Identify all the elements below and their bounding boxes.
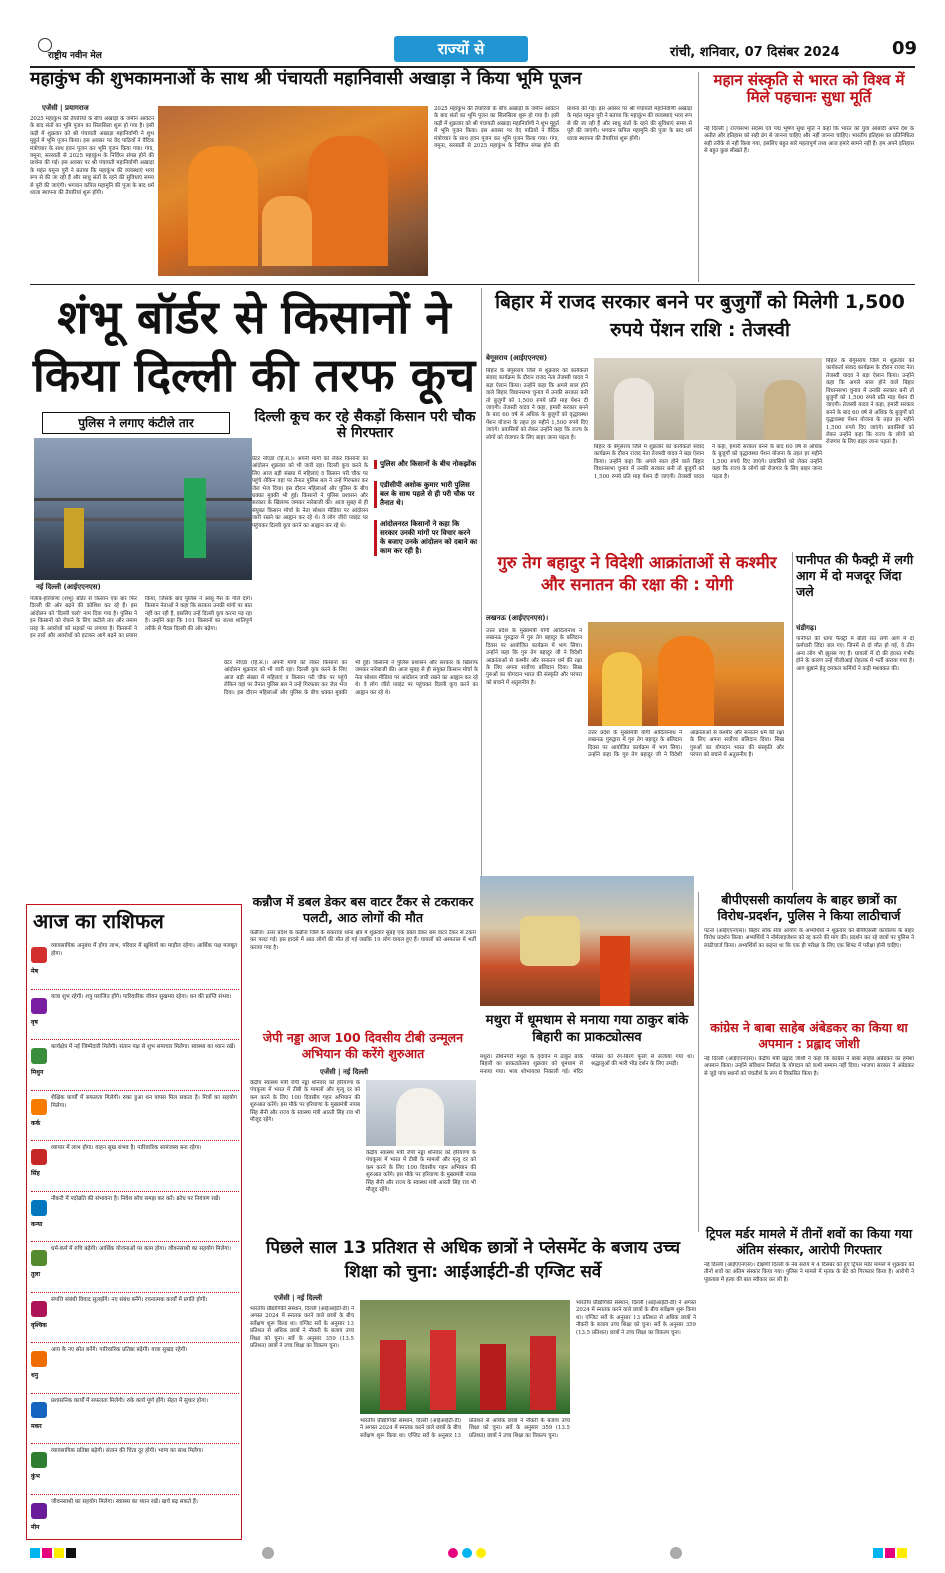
- section-title: राज्यों से: [437, 40, 485, 58]
- triple-murder-story: [704, 1226, 914, 1542]
- rashi-text: व्यावसायिक प्रतिष्ठा बढ़ेगी। संतान की चिंता दूर होगी। भाग्य का साथ मिलेगा।: [51, 1448, 204, 1454]
- tejashwi-body-right: बिहार के बेगूसराय जिले में शुक्रवार को कार्यकर्ता संवाद कार्यक्रम के दौरान राजद नेता तेजस्वी यादव ने बड़ा ऐलान किया। उन्होंने कहा कि अगले साल होने वाले बिहार विधानसभा चुनाव में उनकी सरकार बनी तो बुजुर्गों को 1,500 रुपये प्रति माह पेंशन दी जाएगी। तेजस्वी यादव ने कहा, हमारी सरकार बनने के बाद 60 वर्ष से अधिक के बुजुर्गों को वृद्धावस्था पेंशन योजना के तहत हर महीने 1,500 रुपये दिए जाएंगे। प्रवासियों को लेकर उन्होंने कहा कि राज्य के लोगों को रोजगार के लिए बाहर जाना पड़ता है।: [826, 358, 914, 446]
- rashi-item: [31, 1293, 239, 1344]
- barbed-wire-photo: [34, 438, 252, 580]
- tejashwi-byline: बेगूसराय (आईएएनएस): [486, 354, 548, 362]
- bullet-item: आंदोलनरत किसानों ने कहा कि सरकार उनकी मांगों पर विचार करने के बजाए उनके आंदोलन को दबाने का काम कर रही है।: [374, 520, 478, 556]
- sadhu-bhoomi-pujan-photo: [158, 106, 428, 276]
- rashi-name: धनु: [31, 1372, 39, 1379]
- mathura-headline: मथुरा में धूमधाम से मनाया गया ठाकुर बांके बिहारी का प्राकट्योत्सव: [485, 1013, 689, 1045]
- panipat-headline: पानीपत की फैक्ट्री में लगी आग में दो मजदूर जिंदा जले: [796, 552, 914, 599]
- shambhu-byline: नई दिल्ली (आईएएनएस): [36, 583, 101, 591]
- rashi-name: कर्क: [31, 1119, 41, 1127]
- rashi-item: [31, 939, 239, 990]
- congress-body: नई दिल्ली (आईएएनएस)। केंद्रीय मंत्री प्रह्लाद जोशी ने कहा कि कांग्रेस ने बाबा साहेब अंबेडकर का हमेशा अपमान किया। उन्होंने संविधान निर्माता के योगदान को कभी सम्मान नहीं दिया। भाजपा सरकार ने अंबेडकर से जुड़े पांच स्थानों को पंचतीर्थ के रूप में विकसित किया है।: [704, 1056, 914, 1077]
- rashifal-box: [26, 904, 242, 1540]
- column-divider: [792, 552, 793, 890]
- column-divider: [698, 892, 699, 1232]
- dateline: रांची, शनिवार, 07 दिसंबर 2024: [670, 45, 840, 60]
- rashi-icon: [31, 1200, 47, 1216]
- tejashwi-story: [486, 288, 914, 550]
- rashi-name: सिंह: [31, 1170, 40, 1177]
- kannauj-story: [250, 894, 476, 1028]
- rashi-text: व्यावसायिक अनुबंध में होगा लाभ, परिवार में खुशियों का माहौल रहेगा। आर्थिक पक्ष मजबूत होगा।: [51, 943, 237, 957]
- nadda-photo: [366, 1080, 476, 1146]
- paper-name: राष्ट्रीय नवीन मेल: [48, 51, 102, 61]
- rashi-name: मेष: [31, 968, 39, 975]
- rashi-item: [31, 990, 239, 1041]
- rashi-text: कार्यक्षेत्र में नई जिम्मेदारी मिलेगी। संतान पक्ष से शुभ समाचार मिलेगा। स्वास्थ्य का ध्यान रखें।: [51, 1044, 236, 1050]
- rashifal-list: [31, 939, 239, 1544]
- yogi-body-right: उत्तर प्रदेश के मुख्यमंत्री योगी आदित्यनाथ ने लखनऊ गुरुद्वारा में गुरु तेग बहादुर के बलिदान दिवस पर आयोजित कार्यक्रम में भाग लिया। उन्होंने कहा कि गुरु तेग बहादुर जी ने विदेशी आक्रांताओं से कश्मीर और सनातन धर्म की रक्षा के लिए अपना सर्वोच्च बलिदान दिया। सिख गुरुओं का योगदान भारत की संस्कृति और परंपरा को बचाने में अतुलनीय है।: [588, 730, 784, 759]
- tejashwi-press-photo: [594, 358, 822, 440]
- nadda-story: [250, 1030, 476, 1230]
- shambhu-headline: शंभू बॉर्डर से किसानों ने किया दिल्ली की तरफ कूच: [32, 290, 476, 402]
- tejashwi-headline: बिहार में राजद सरकार बनने पर बुजुर्गों को मिलेगी 1,500 रुपये पेंशन राशि : तेजस्वी: [495, 291, 905, 341]
- nadda-body: केंद्रीय स्वास्थ्य मंत्री जेपी नड्डा शनिवार को हरियाणा के पंचकूला में भारत में टीबी के मामलों और मृत्यु दर को कम करने के लिए 100 दिवसीय गहन अभियान की शुरुआत करेंगे। इस मौके पर हरियाणा के मुख्यमंत्री नायब सिंह सैनी और राज्य के स्वास्थ्य मंत्री आरती सिंह राव भी मौजूद रहेंगे।: [250, 1080, 360, 1124]
- mathura-body: मथुरा। तीर्थनगरी मथुरा के वृंदावन में ठाकुर बांके बिहारी का प्राकट्योत्सव शुक्रवार को धूमधाम से मनाया गया। भव्य शोभायात्रा निकाली गई। मंदिर परिसर को रंग-बिरंगे फूलों से सजाया गया था। श्रद्धालुओं की भारी भीड़ दर्शन के लिए उमड़ी।: [480, 1054, 694, 1075]
- panipat-story: [796, 552, 914, 882]
- rashi-item: [31, 1242, 239, 1293]
- footer-color-bar: [30, 1546, 915, 1560]
- rashi-text: प्रशासनिक कार्यों में सफलता मिलेगी। रुके कार्य पूर्ण होंगे। सेहत में सुधार होगा।: [51, 1397, 208, 1404]
- rashi-icon: [31, 947, 47, 963]
- rashi-icon: [31, 1048, 47, 1064]
- rashi-item: [31, 1141, 239, 1192]
- nadda-headline: जेपी नड्डा आज 100 दिवसीय टीबी उन्मूलन अभियान की करेंगे शुरुआत: [262, 1030, 464, 1061]
- iit-byline: एजेंसी | नई दिल्ली: [274, 1294, 323, 1302]
- rashi-item: [31, 1091, 239, 1142]
- yogi-headline: गुरु तेग बहादुर ने विदेशी आक्रांताओं से कश्मीर और सनातन की रक्षा की : योगी: [497, 553, 777, 594]
- yogi-body-left: उत्तर प्रदेश के मुख्यमंत्री योगी आदित्यनाथ ने लखनऊ गुरुद्वारा में गुरु तेग बहादुर के बलिदान दिवस पर आयोजित कार्यक्रम में भाग लिया। उन्होंने कहा कि गुरु तेग बहादुर जी ने विदेशी आक्रांताओं से कश्मीर और सनातन धर्म की रक्षा के लिए अपना सर्वोच्च बलिदान दिया। सिख गुरुओं का योगदान भारत की संस्कृति और परंपरा को बचाने में अतुलनीय है।: [486, 628, 582, 686]
- noida-body-more: ग्रेटर नोएडा (हि.स.)। अपनी मांगों को लेकर किसानों का आंदोलन शुक्रवार को भी जारी रहा। दिल्ली कूच करने के लिए आज बड़ी संख्या में महिलाएं व किसान परी चौक पर पहुंचे लेकिन वहां पर तैनात पुलिस बल ने उन्हें गिरफ्तार कर जेल भेज दिया। इस दौरान महिलाओं और पुलिस के बीच धक्का मुक्की भी हुई। किसानों ने पुलिस प्रशासन और सरकार के खिलाफ जमकर नारेबाजी की। आज सुबह से ही संयुक्त किसान मोर्चा के नेता सोशल मीडिया पर आंदोलन जारी रखने का आह्वान कर रहे थे। वे लोग जीरो प्वाइंट पर पहुंचकर दिल्ली कूच करने का आह्वान कर रहे थे।: [224, 660, 478, 696]
- noida-bullets: [374, 460, 478, 556]
- rashi-item: [31, 1040, 239, 1091]
- congress-story: [704, 1020, 914, 1220]
- rashi-item: [31, 1192, 239, 1243]
- iit-convocation-photo: [360, 1300, 570, 1414]
- iit-body-mid: भारतीय प्रौद्योगिकी संस्थान, दिल्ली (आईआईटी-डी) ने अगस्त 2024 में स्नातक करने वाले छात्रों के बीच सर्वेक्षण शुरू किया था। एग्जिट सर्वे के अनुसार 13 प्रतिशत से अधिक छात्रों ने नौकरी के बजाय उच्च शिक्षा को चुना। सर्वे के अनुसार 359 (13.5 प्रतिशत) छात्रों ने उच्च शिक्षा का विकल्प चुना।: [360, 1418, 570, 1439]
- kannauj-body: कन्नौज। उत्तर प्रदेश के कन्नौज जिले के सकरावा थाना क्षेत्र में शुक्रवार सुबह एक डबल डेकर बस वाटर टैंकर से टकरा कर पलट गई। इस हादसे में आठ लोगों की मौत हो गई जबकि 19 लोग घायल हुए हैं। घायलों को अस्पताल में भर्ती कराया गया है।: [250, 930, 476, 951]
- tejashwi-body-mid: बिहार के बेगूसराय जिले में शुक्रवार को कार्यकर्ता संवाद कार्यक्रम के दौरान राजद नेता तेजस्वी यादव ने बड़ा ऐलान किया। उन्होंने कहा कि अगले साल होने वाले बिहार विधानसभा चुनाव में उनकी सरकार बनी तो बुजुर्गों को 1,500 रुपये प्रति माह पेंशन दी जाएगी। तेजस्वी यादव ने कहा, हमारी सरकार बनने के बाद 60 वर्ष से अधिक के बुजुर्गों को वृद्धावस्था पेंशन योजना के तहत हर महीने 1,500 रुपये दिए जाएंगे। प्रवासियों को लेकर उन्होंने कहा कि राज्य के लोगों को रोजगार के लिए बाहर जाना पड़ता है।: [594, 444, 822, 480]
- mahakumbh-byline: एजेंसी | प्रयागराज: [42, 104, 89, 112]
- rule: [30, 284, 915, 285]
- registration-mark-icon: [262, 1547, 274, 1559]
- mathura-story: [480, 876, 694, 1232]
- rashifal-title: आज का राशिफल: [33, 909, 164, 933]
- kannauj-headline: कन्नौज में डबल डेकर बस वाटर टैंकर से टकराकर पलटी, आठ लोगों की मौत: [252, 894, 474, 925]
- yogi-gurudwara-photo: [588, 622, 784, 726]
- photo-caption: पुलिस ने लगाए कंटीले तार: [78, 416, 194, 430]
- rashi-icon: [31, 1149, 47, 1165]
- rashi-name: मीन: [31, 1523, 40, 1531]
- panipat-byline: चंडीगढ़।: [796, 624, 817, 632]
- masthead: [30, 36, 918, 64]
- triple-murder-body: नई दिल्ली (आईएएनएस)। दक्षिणी दिल्ली के नेब सराय में 4 दिसंबर को हुए ट्रिपल मर्डर मामले में शुक्रवार को तीनों शवों का अंतिम संस्कार किया गया। पुलिस ने मामले में मृतक के बेटे को गिरफ्तार किया है। आरोपी ने पूछताछ में हत्या की बात स्वीकार कर ली है।: [704, 1262, 914, 1283]
- rashi-icon: [31, 998, 47, 1014]
- panipat-body: पानीपत की धागा फैक्ट्री में बीती रात लगी आग में दो कर्मचारी जिंदा जल गए। जिनमें से दो मौत हो गई, वे तीन अन्य लोग भी झुलस गए हैं। घायलों में दो की हालत गंभीर होने के कारण उन्हें पीजीआई रोहतक में भर्ती कराया गया है। आग बुझाने हेतु दमकल कर्मियों ने कड़ी मशक्कत की।: [796, 636, 914, 672]
- nadda-byline: एजेंसी | नई दिल्ली: [320, 1068, 369, 1076]
- rashi-item: [31, 1343, 239, 1394]
- triple-murder-headline: ट्रिपल मर्डर मामले में तीनों शवों का किया गया अंतिम संस्कार, आरोपी गिरफ्तार: [705, 1226, 913, 1257]
- noida-headline: दिल्ली कूच कर रहे सैकड़ों किसान परी चौक से गिरफ्तार: [254, 409, 476, 441]
- bpsc-story: [704, 892, 914, 1016]
- rashi-name: मकर: [31, 1422, 42, 1430]
- bullet-item: एडीसीपी अशोक कुमार भारी पुलिस बल के साथ पहले से ही परी चौक पर तैनात थे।: [374, 481, 478, 508]
- rashi-name: वृष: [31, 1018, 38, 1026]
- rashi-text: नौकरी में पदोन्नति की संभावना है। निवेश सोच समझ कर करें। क्रोध पर नियंत्रण रखें।: [51, 1195, 221, 1202]
- noida-body: ग्रेटर नोएडा (हि.स.)। अपनी मांगों को लेकर किसानों का आंदोलन शुक्रवार को भी जारी रहा। दिल्ली कूच करने के लिए आज बड़ी संख्या में महिलाएं व किसान परी चौक पर पहुंचे लेकिन वहां पर तैनात पुलिस बल ने उन्हें गिरफ्तार कर जेल भेज दिया। इस दौरान महिलाओं और पुलिस के बीच धक्का मुक्की भी हुई। किसानों ने पुलिस प्रशासन और सरकार के खिलाफ जमकर नारेबाजी की। आज सुबह से ही संयुक्त किसान मोर्चा के नेता सोशल मीडिया पर आंदोलन जारी रखने का आह्वान कर रहे थे। वे लोग जीरो प्वाइंट पर पहुंचकर दिल्ली कूच करने का आह्वान कर रहे थे।: [252, 456, 368, 529]
- mahakumbh-body-right: 2025 महाकुंभ की तैयारियों के बीच अखाड़ों के जमीन आवंटन के बाद संतों का भूमि पूजन का सिलसिला शुरू हो गया है। इसी कड़ी में शुक्रवार को श्री पंचायती अखाड़ा महानिर्वाणी ने शुभ मुहूर्त में भूमि पूजन किया। इस अवसर पर वेद पाठियों ने वैदिक मंत्रोच्चार के साथ हवन पूजन कर भूमि पूजन किया गया। गंगा, यमुना, सरस्वती से 2025 महाकुंभ के निर्विघ्न संपन्न होने की प्रार्थना की गई। इस अवसर पर श्री पंचायती महानिर्वाणी अखाड़ा के महंत यमुना पुरी ने बताया कि महाकुंभ की व्यवस्थाएं भव्य रूप से की जा रही हैं और साधु संतों के रहने की सुविधाएं समय से पूरी की जाएंगी। भगवान कपिल महामुनि की पूजा के बाद धर्म ध्वजा स्थापना की तैयारियां शुरू होंगी।: [434, 106, 692, 150]
- rashi-icon: [31, 1402, 47, 1418]
- rashi-text: व्यापार में लाभ होगा। वाहन सुख संभव है। पारिवारिक सामंजस्य बना रहेगा।: [51, 1145, 202, 1151]
- noida-story: [224, 409, 478, 890]
- bpsc-headline: बीपीएससी कार्यालय के बाहर छात्रों का विरोध-प्रदर्शन, पुलिस ने किया लाठीचार्ज: [717, 892, 901, 923]
- rashi-icon: [31, 1099, 47, 1115]
- rashi-text: शैक्षिक कार्यों में सफलता मिलेगी। रुका हुआ धन वापस मिल सकता है। मित्रों का सहयोग मिलेगा।: [51, 1094, 237, 1109]
- rashi-name: मिथुन: [31, 1069, 44, 1076]
- congress-headline: कांग्रेस ने बाबा साहेब अंबेडकर का किया था अपमान : प्रह्लाद जोशी: [710, 1020, 908, 1051]
- rashi-name: तुला: [31, 1271, 41, 1278]
- rashi-name: कन्या: [31, 1220, 43, 1228]
- photo-caption-box: [42, 412, 230, 434]
- bpsc-body: पटना (आईएएनएस)। बिहार लोक सेवा आयोग के अभ्यर्थियों ने शुक्रवार को बीपीएससी कार्यालय के बाहर विरोध प्रदर्शन किया। अभ्यर्थियों ने नॉर्मलाइजेशन को रद्द करने की मांग की। प्रदर्शन कर रहे छात्रों पर पुलिस ने लाठीचार्ज किया। अभ्यर्थियों का कहना था कि एक ही परीक्षा के लिए एक शिफ्ट में परीक्षा होनी चाहिए।: [704, 928, 914, 949]
- header-rule: [30, 66, 915, 68]
- rashi-text: यात्रा शुभ रहेगी। शत्रु पराजित होंगे। पारिवारिक जीवन सुखमय रहेगा। धन की प्राप्ति संभव।: [51, 993, 232, 1000]
- column-divider: [481, 288, 482, 890]
- column-divider: [698, 72, 699, 282]
- rashi-icon: [31, 1503, 47, 1519]
- bullet-item: पुलिस और किसानों के बीच नोकझोंक: [374, 460, 478, 469]
- mahakumbh-body-left: 2025 महाकुंभ की तैयारियों के बीच अखाड़ों के जमीन आवंटन के बाद संतों का भूमि पूजन का सिलसिला शुरू हो गया है। इसी कड़ी में शुक्रवार को श्री पंचायती अखाड़ा महानिर्वाणी ने शुभ मुहूर्त में भूमि पूजन किया। इस अवसर पर वेद पाठियों ने वैदिक मंत्रोच्चार के साथ हवन पूजन कर भूमि पूजन किया गया। गंगा, यमुना, सरस्वती से 2025 महाकुंभ के निर्विघ्न संपन्न होने की प्रार्थना की गई। इस अवसर पर श्री पंचायती महानिर्वाणी अखाड़ा के महंत यमुना पुरी ने बताया कि महाकुंभ की व्यवस्थाएं भव्य रूप से की जा रही हैं और साधु संतों के रहने की सुविधाएं समय से पूरी की जाएंगी। भगवान कपिल महामुनि की पूजा के बाद धर्म ध्वजा स्थापना की तैयारियां शुरू होंगी।: [30, 116, 154, 197]
- yogi-story: [486, 552, 788, 890]
- rashi-icon: [31, 1351, 47, 1367]
- mahakumbh-headline: महाकुंभ की शुभकामनाओं के साथ श्री पंचायती महानिवासी अखाड़ा ने किया भूमि पूजन: [30, 69, 582, 89]
- rashi-icon: [31, 1250, 47, 1266]
- rashi-icon: [31, 1301, 47, 1317]
- iit-body-right: भारतीय प्रौद्योगिकी संस्थान, दिल्ली (आईआईटी-डी) ने अगस्त 2024 में स्नातक करने वाले छात्रों के बीच सर्वेक्षण शुरू किया था। एग्जिट सर्वे के अनुसार 13 प्रतिशत से अधिक छात्रों ने नौकरी के बजाय उच्च शिक्षा को चुना। सर्वे के अनुसार 359 (13.5 प्रतिशत) छात्रों ने उच्च शिक्षा का विकल्प चुना।: [576, 1300, 696, 1336]
- rashi-icon: [31, 1452, 47, 1468]
- yogi-byline: लखनऊ (आईएएनएस)।: [486, 614, 549, 622]
- rashi-item: [31, 1394, 239, 1445]
- rashi-item: [31, 1444, 239, 1495]
- paper-logo: [38, 38, 158, 62]
- rashi-text: जीवनसाथी का सहयोग मिलेगा। स्वास्थ्य का ध्यान रखें। खर्च बढ़ सकते हैं।: [51, 1498, 198, 1505]
- shambhu-body: पंजाब-हरियाणा (शंभू) बॉर्डर से किसान एक बार फिर दिल्ली की ओर बढ़ने की कोशिश कर रहे हैं। इस आंदोलन को 'दिल्ली चलो' नाम दिया गया है। पुलिस ने इन किसानों को रोकने के लिए कटीले तार और तमाम तरह के अवरोधों को सड़कों पर लगाया है। किसानों ने इन तारों और अवरोधों को हटाकर आगे बढ़ने का प्रयास किया, जिसके बाद पुलिस ने आंसू गैस के गोले दागे। किसान नेताओं ने कहा कि सरकार उनकी मांगों पर बात नहीं कर रही है, इसलिए उन्हें दिल्ली कूच करना पड़ रहा है। उन्होंने कहा कि 101 किसानों का जत्था शांतिपूर्ण तरीके से पैदल दिल्ली की ओर बढ़ेगा।: [30, 596, 252, 640]
- section-tab: [394, 36, 528, 62]
- sudha-headline: महान संस्कृति से भारत को विश्व में मिले पहचानः सुधा मूर्ति: [713, 71, 905, 106]
- iit-headline: पिछले साल 13 प्रतिशत से अधिक छात्रों ने प्लेसमेंट के बजाय उच्च शिक्षा को चुना: आईआईटी-डी एग्जिट सर्वे: [265, 1238, 681, 1282]
- sudha-body: नई दिल्ली | राज्यसभा सदस्य एवं पद्म भूषण सुधा मूर्ति ने कहा कि भारत को युवा आबादी अपने देश के अतीत और इतिहास को सही ढंग से जानना चाहिए और नहीं जानना चाहिए। भारतीय इतिहास का प्रतिनिधित्व सही तरीके से नहीं किया गया, इसलिए बहुत सारे महत्वपूर्ण तथ्य आज हमारे सामने नहीं हैं। हम अपने इतिहास से बहुत कुछ सीखते हैं।: [704, 126, 914, 155]
- registration-mark-icon: [670, 1547, 682, 1559]
- rashi-text: आय के नए स्रोत बनेंगे। पारिवारिक प्रतिष्ठा बढ़ेगी। यात्रा सुखद रहेगी।: [51, 1347, 188, 1353]
- mathura-procession-photo: [480, 876, 694, 1006]
- rashi-name: कुंभ: [31, 1473, 40, 1480]
- rashi-item: [31, 1495, 239, 1545]
- rashi-text: संपत्ति संबंधी विवाद सुलझेंगे। नए संबंध बनेंगे। रचनात्मक कार्यों में प्रगति होगी।: [51, 1296, 208, 1303]
- rashi-text: धर्म-कर्म में रुचि बढ़ेगी। आर्थिक योजनाओं पर काम होगा। जीवनसाथी का सहयोग मिलेगा।: [51, 1246, 231, 1252]
- mahakumbh-story: [30, 70, 694, 280]
- sudha-murthy-story: [704, 72, 914, 282]
- iit-body-left: भारतीय प्रौद्योगिकी संस्थान, दिल्ली (आईआईटी-डी) ने अगस्त 2024 में स्नातक करने वाले छात्रों के बीच सर्वेक्षण शुरू किया था। एग्जिट सर्वे के अनुसार 13 प्रतिशत से अधिक छात्रों ने नौकरी के बजाय उच्च शिक्षा को चुना। सर्वे के अनुसार 359 (13.5 प्रतिशत) छात्रों ने उच्च शिक्षा का विकल्प चुना।: [250, 1306, 354, 1350]
- page-number: 09: [892, 38, 918, 59]
- iit-story: [250, 1236, 696, 1542]
- nadda-body-right: केंद्रीय स्वास्थ्य मंत्री जेपी नड्डा शनिवार को हरियाणा के पंचकूला में भारत में टीबी के मामलों और मृत्यु दर को कम करने के लिए 100 दिवसीय गहन अभियान की शुरुआत करेंगे। इस मौके पर हरियाणा के मुख्यमंत्री नायब सिंह सैनी और राज्य के स्वास्थ्य मंत्री आरती सिंह राव भी मौजूद रहेंगे।: [366, 1150, 476, 1194]
- rashi-name: वृश्चिक: [31, 1321, 47, 1329]
- tejashwi-body-left: बिहार के बेगूसराय जिले में शुक्रवार को कार्यकर्ता संवाद कार्यक्रम के दौरान राजद नेता तेजस्वी यादव ने बड़ा ऐलान किया। उन्होंने कहा कि अगले साल होने वाले बिहार विधानसभा चुनाव में उनकी सरकार बनी तो बुजुर्गों को 1,500 रुपये प्रति माह पेंशन दी जाएगी। तेजस्वी यादव ने कहा, हमारी सरकार बनने के बाद 60 वर्ष से अधिक के बुजुर्गों को वृद्धावस्था पेंशन योजना के तहत हर महीने 1,500 रुपये दिए जाएंगे। प्रवासियों को लेकर उन्होंने कहा कि राज्य के लोगों को रोजगार के लिए बाहर जाना पड़ता है।: [486, 368, 588, 441]
